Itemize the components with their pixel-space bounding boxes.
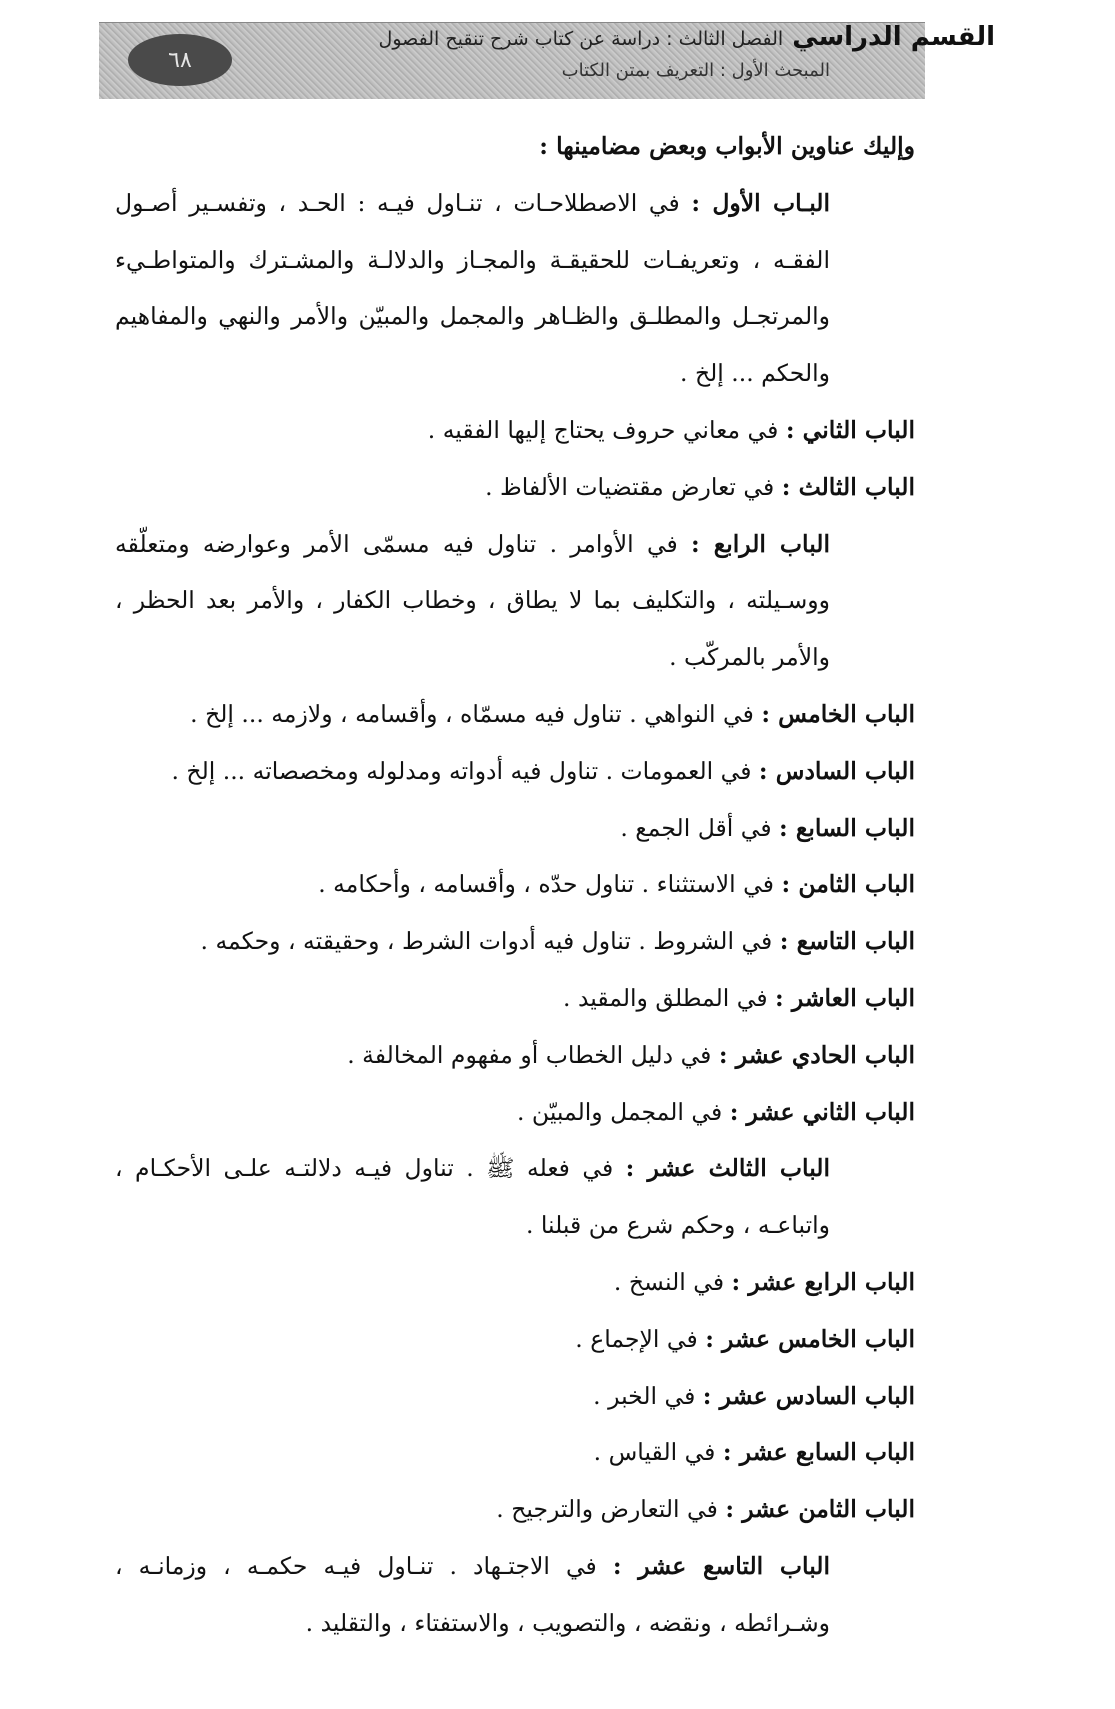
chapter-entry-1 (115, 175, 915, 402)
chapter-entry-13 (115, 1140, 915, 1254)
chapter-entry-6 (115, 743, 915, 800)
chapter-entry-10 (115, 970, 915, 1027)
chapter-entry-3 (115, 459, 915, 516)
entry-text: في الأوامر . تناول فيه مسمّى الأمر وعوارضه ومتعلّقه ووسـيلته ، والتكليف بما لا يطاق ، وخطاب الكفار ، والأمر بعد الحظر ، والأمر بالمركّب . (115, 529, 830, 672)
entry-label: الباب الخامس : (761, 699, 915, 728)
entry-label: الباب التاسع عشر : (612, 1551, 830, 1580)
entry-label: الباب الثالث : (781, 472, 915, 501)
entry-text: في الشروط . تناول فيه أدوات الشرط ، وحقيقته ، وحكمه . (200, 927, 780, 956)
entry-label: الباب التاسع : (779, 927, 915, 956)
chapter-entry-16 (115, 1368, 915, 1425)
entry-text: في فعله ﷺ . تناول فيـه دلالتـه علـى الأحكـام ، واتباعـه ، وحكم شرع من قبلنا . (115, 1154, 830, 1240)
chapter-entry-9 (115, 913, 915, 970)
body-text (115, 118, 915, 1652)
header-chapter: الفصل الثالث : دراسة عن كتاب شرح تنقيح الفصول (378, 28, 784, 50)
entry-label: الباب السابع عشر : (722, 1438, 915, 1467)
entry-text: في تعارض مقتضيات الألفاظ . (485, 472, 782, 501)
entry-label: الباب السادس عشر : (702, 1381, 915, 1410)
chapter-entry-8 (115, 856, 915, 913)
entry-label: الباب العاشر : (775, 983, 915, 1012)
chapter-entry-19 (115, 1538, 915, 1652)
entry-label: الباب الرابع : (691, 529, 830, 558)
entry-text: في النواهي . تناول فيه مسمّاه ، وأقسامه ، ولازمه ... إلخ . (190, 699, 762, 728)
intro-line: وإليك عناوين الأبواب وبعض مضامينها : (539, 132, 915, 160)
header-subsection: المبحث الأول : التعريف بمتن الكتاب (561, 60, 830, 81)
chapter-entry-17 (115, 1424, 915, 1481)
chapter-entry-7 (115, 800, 915, 857)
entry-text: في القياس . (593, 1438, 723, 1467)
entry-label: الباب الخامس عشر : (705, 1324, 915, 1353)
entry-text: في الإجماع . (575, 1324, 706, 1353)
chapter-entry-4 (115, 516, 915, 686)
header-title (379, 22, 995, 52)
entry-label: الباب الثامن : (781, 870, 915, 899)
entry-text: في الخبر . (593, 1381, 703, 1410)
page-number: ٦٨ (128, 34, 232, 86)
entry-label: الباب الثاني : (785, 415, 915, 444)
entry-text: في المطلق والمقيد . (563, 983, 776, 1012)
chapter-entry-15 (115, 1311, 915, 1368)
entry-label: الباب السابع : (779, 813, 915, 842)
chapter-entry-14 (115, 1254, 915, 1311)
chapter-entry-2 (115, 402, 915, 459)
entry-text: في معاني حروف يحتاج إليها الفقيه . (427, 415, 786, 444)
entry-label: الباب الثامن عشر : (725, 1495, 915, 1524)
entry-text: في الاستثناء . تناول حدّه ، وأقسامه ، وأحكامه . (318, 870, 782, 899)
entry-text: في أقل الجمع . (620, 813, 780, 842)
entry-text: في الاجتـهاد . تنـاول فيـه حكمـه ، وزمانـه ، وشـرائطه ، ونقضه ، والتصويب ، والاستفتاء ، والتقليد . (115, 1551, 830, 1637)
entry-text: في العمومات . تناول فيه أدواته ومدلوله ومخصصاته ... إلخ . (171, 756, 759, 785)
chapter-entry-11 (115, 1027, 915, 1084)
entry-label: الباب الرابع عشر : (731, 1267, 915, 1296)
entry-label: الباب الحادي عشر : (718, 1040, 915, 1069)
entry-text: في النسخ . (613, 1267, 732, 1296)
entry-text: في الاصطلاحـات ، تنـاول فيـه : الحـد ، وتفسـير أصـول الفقـه ، وتعريفـات للحقيقـة والمجـاز والدلالـة والمشـترك والمتواطـيء والمرتجـل والمطلـق والظـاهر والمجمل والمبيّن والأمر والنهي والمفاهيم والحكم ... إلخ . (115, 188, 830, 388)
entry-text: في دليل الخطاب أو مفهوم المخالفة . (347, 1040, 719, 1069)
entry-label: البـاب الأول : (691, 188, 831, 217)
entry-label: الباب الثالث عشر : (625, 1154, 830, 1183)
header-section: القسم الدراسي (792, 22, 995, 52)
entry-label: الباب الثاني عشر : (729, 1097, 915, 1126)
chapter-entry-18 (115, 1481, 915, 1538)
chapter-entry-12 (115, 1084, 915, 1141)
entry-label: الباب السادس : (758, 756, 915, 785)
chapter-entry-5 (115, 686, 915, 743)
entry-text: في التعارض والترجيح . (496, 1495, 726, 1524)
entry-text: في المجمل والمبيّن . (516, 1097, 730, 1126)
